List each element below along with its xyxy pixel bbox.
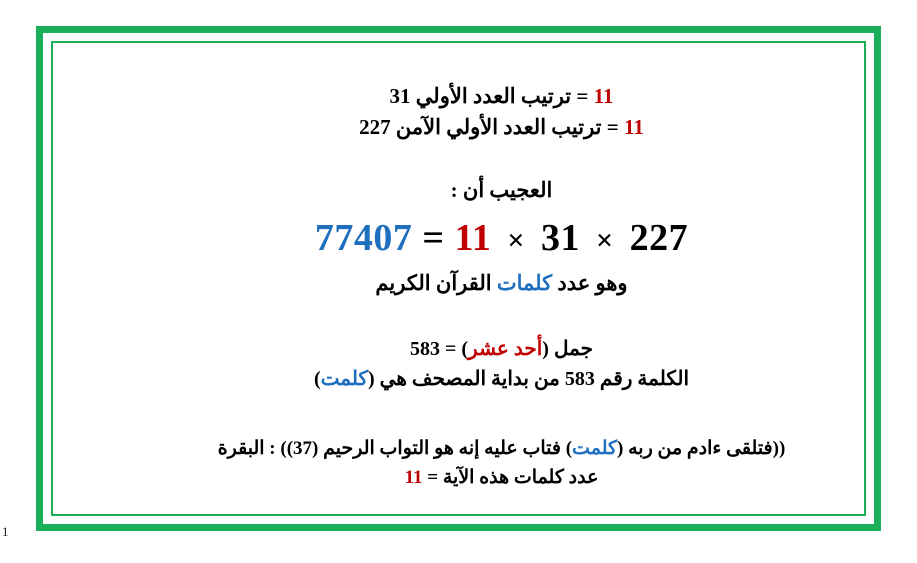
ayah-highlight: كلمت (572, 437, 618, 459)
rank-31-line (95, 83, 908, 110)
jumal-block (95, 337, 908, 393)
ayah-line (95, 437, 908, 461)
ayah-word-count-line (95, 466, 908, 490)
quran-words-suffix: القرآن الكريم (375, 270, 492, 295)
jumal-prefix: جمل ( (542, 337, 594, 360)
quran-words-block (95, 270, 908, 297)
word-583-highlight: كلمت (320, 368, 368, 391)
document-content (95, 73, 908, 550)
rank-227-line (95, 114, 908, 141)
equation-result: 77407 (314, 216, 413, 259)
jumal-suffix: ) = 583 (409, 337, 469, 360)
equation-operand-227: 227 (629, 216, 689, 259)
rank-31-value: 11 (593, 84, 614, 108)
ayah-prefix: ((فتلقى ءادم من ربه ( (617, 437, 786, 459)
corner-mark: 1 (2, 524, 9, 539)
prime-rank-block (95, 83, 908, 141)
equation-operand-31: 31 (541, 216, 581, 259)
rank-227-text: = ترتيب العدد الأولي الآمن 227 (359, 114, 619, 139)
equation-line (95, 216, 908, 260)
equation-times-1: × (507, 223, 526, 257)
quran-words-prefix: وهو عدد (557, 270, 628, 295)
rank-227-value: 11 (624, 114, 644, 139)
rank-31-text: = ترتيب العدد الأولي 31 (389, 84, 589, 108)
ayah-suffix: ) فتاب عليه إنه هو التواب الرحيم (37)) : البقرة (217, 437, 573, 459)
wonder-line: العجيب أن : (450, 177, 553, 202)
ayah-word-count-text: عدد كلمات هذه الآية = (427, 467, 599, 488)
green-border-frame (36, 26, 881, 531)
word-583-prefix: الكلمة رقم 583 من بداية المصحف هي ( (367, 368, 690, 391)
word-583-suffix: ) (313, 368, 321, 391)
quran-words-highlight: كلمات (496, 270, 553, 295)
jumal-line (95, 337, 908, 363)
word-583-line (95, 367, 908, 393)
quran-words-line (95, 270, 908, 297)
ayah-block (95, 437, 908, 491)
jumal-highlight: أحد عشر (468, 337, 543, 360)
equation-operand-11: 11 (454, 216, 492, 259)
wonder-block (95, 177, 908, 204)
ayah-word-count-value: 11 (404, 467, 423, 488)
equation-times-2: × (596, 223, 614, 257)
equation-equals: = (422, 216, 445, 259)
